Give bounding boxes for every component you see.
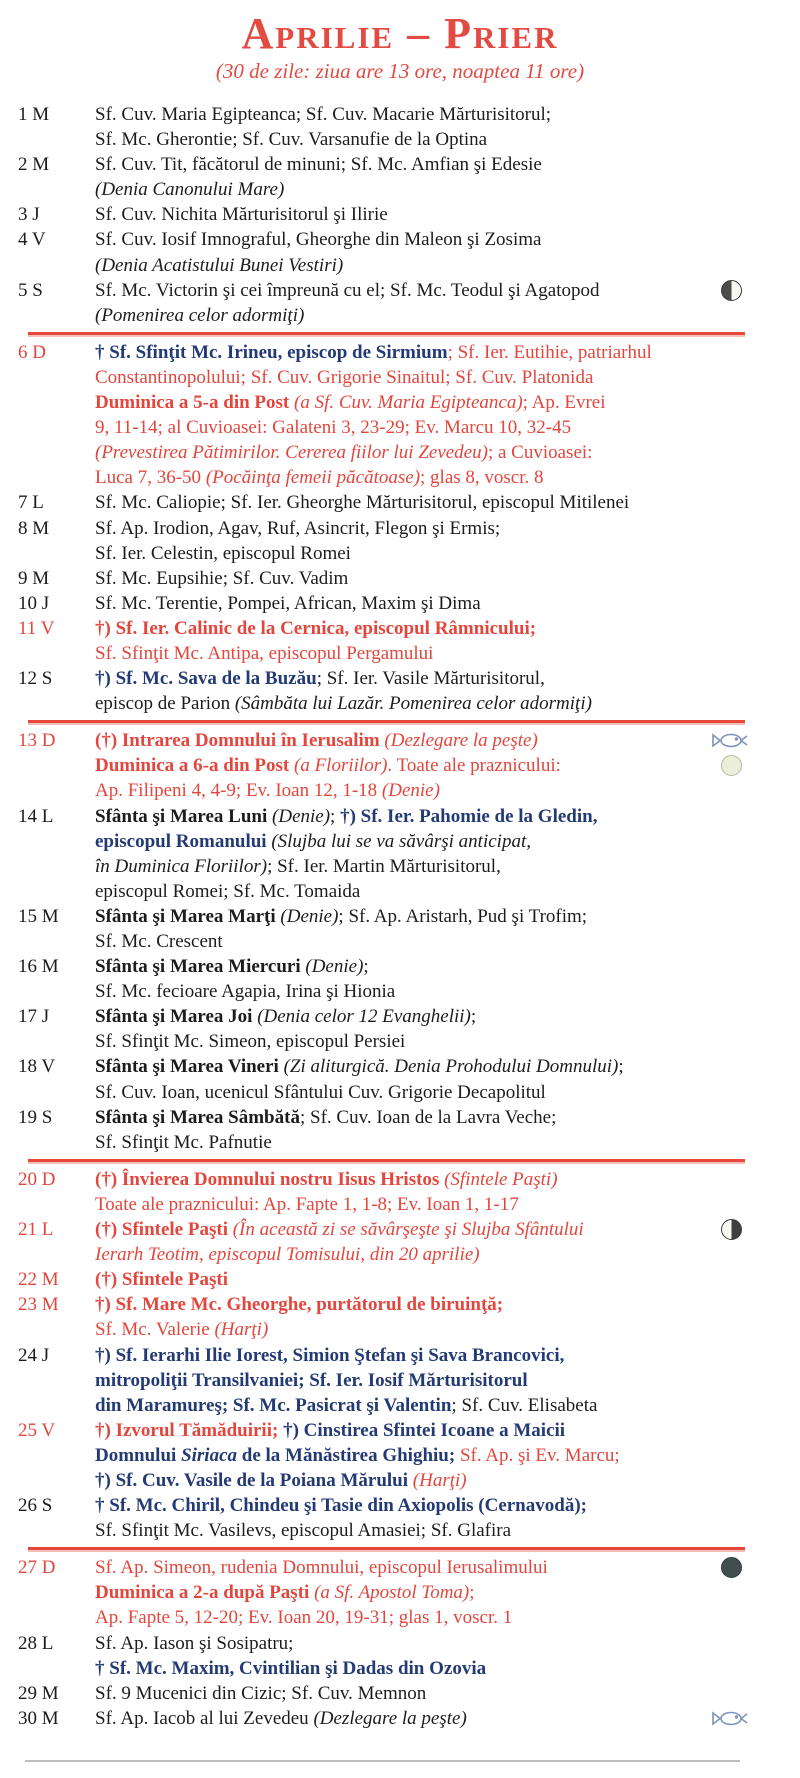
day-label: 10 J xyxy=(18,592,50,614)
day-row xyxy=(0,1105,800,1155)
day-entry-line xyxy=(95,340,748,365)
day-row xyxy=(0,616,800,666)
text-segment: Siriaca xyxy=(181,1444,238,1466)
day-entry-line xyxy=(95,753,748,778)
text-segment: †) Sf. Cuv. Vasile de la Poiana Mărului xyxy=(95,1469,413,1491)
text-segment: (Zi aliturgică. Denia Prohodului Domnului) xyxy=(283,1056,619,1078)
text-segment: Toate ale praznicului: Ap. Fapte 1, 1-8; Ev. Ioan 1, 1-17 xyxy=(95,1193,519,1215)
text-segment: (Denie) xyxy=(305,956,364,978)
text-segment: Ap. Filipeni 4, 4-9; Ev. Ioan 12, 1-18 xyxy=(95,780,382,802)
day-label: 6 D xyxy=(18,341,46,363)
week-separator-line xyxy=(28,1547,745,1550)
day-label: 24 J xyxy=(18,1344,50,1366)
day-label: 17 J xyxy=(18,1006,50,1028)
day-entry-line xyxy=(95,1368,748,1393)
text-segment: Sf. Ap. Iason şi Sosipatru; xyxy=(95,1632,294,1654)
day-entry-line xyxy=(95,778,748,803)
text-segment: Sf. Sfinţit Mc. Antipa, episcopul Pergamului xyxy=(95,642,434,664)
text-segment: Sf. Sfinţit Mc. Simeon, episcopul Persiei xyxy=(95,1031,406,1053)
day-row xyxy=(0,278,800,328)
text-segment: Sf. Ap. Simeon, rudenia Domnului, episcopul Ierusalimului xyxy=(95,1557,548,1579)
text-segment: (a Floriilor) xyxy=(294,755,388,777)
page-title: Aprilie – Prier xyxy=(241,9,559,58)
day-row xyxy=(0,102,800,152)
text-segment: Sf. Mc. Crescent xyxy=(95,931,223,952)
day-entry-line xyxy=(95,691,748,716)
full-moon-icon xyxy=(721,755,742,776)
text-segment: Sf. Cuv. Tit, făcătorul de minuni; Sf. Mc. Amfian şi Edesie xyxy=(95,154,542,176)
text-segment: Sf. Sfinţit Mc. Pafnutie xyxy=(95,1131,272,1153)
day-entries xyxy=(95,202,748,227)
text-segment: ; Sf. Cuv. Ioan de la Lavra Veche; xyxy=(299,1106,557,1128)
day-entry-line xyxy=(95,303,748,328)
day-label: 2 M xyxy=(18,154,50,176)
day-entries xyxy=(95,666,748,716)
day-label: 30 M xyxy=(18,1707,59,1729)
day-entry-line xyxy=(95,616,748,641)
text-segment: ; Sf. Ier. Vasile Mărturisitorul, xyxy=(316,668,545,690)
text-segment: ; Sf. Ier. Martin Mărturisitorul, xyxy=(267,855,501,877)
text-segment: Sf. Ier. Celestin, episcopul Romei xyxy=(95,542,351,564)
text-segment: ; xyxy=(363,956,369,978)
text-segment: Sf. Mc. fecioare Agapia, Irina şi Hionia xyxy=(95,981,396,1003)
text-segment: (Dezlegare la peşte) xyxy=(384,730,538,752)
text-segment: ; xyxy=(618,1056,624,1078)
day-row xyxy=(0,340,800,491)
day-entry-line xyxy=(95,1418,748,1443)
day-entry-line xyxy=(95,1343,748,1368)
new-moon-icon xyxy=(721,1557,742,1578)
day-entries xyxy=(95,278,748,328)
day-entry-line xyxy=(95,1267,748,1292)
text-segment: ; xyxy=(469,1582,475,1604)
day-entry-line xyxy=(95,1105,748,1130)
day-row xyxy=(0,1681,800,1706)
day-entry-line xyxy=(95,1443,748,1468)
day-entry-line xyxy=(95,1555,748,1580)
page-subtitle: (30 de zile: ziua are 13 ore, noaptea 11 ore) xyxy=(215,59,585,83)
text-segment: Sfânta şi Marea Sâmbătă xyxy=(95,1106,300,1128)
day-row xyxy=(0,490,800,515)
day-entry-line xyxy=(95,666,748,691)
day-entry-line xyxy=(95,1192,748,1217)
text-segment: (Slujba lui se va săvârşi anticipat, xyxy=(271,830,531,852)
text-segment: Sfânta şi Marea Miercuri xyxy=(95,956,306,978)
day-entries xyxy=(95,1418,748,1493)
text-segment: (†) Sfintele Paşti xyxy=(95,1269,228,1291)
text-segment: ; Sf. Ap. Aristarh, Pud şi Trofim; xyxy=(338,905,588,927)
day-entries xyxy=(95,1493,748,1543)
day-entry-line xyxy=(95,641,748,666)
day-label: 28 L xyxy=(18,1632,54,1654)
text-segment: Ierarh Teotim, episcopul Tomisului, din 20 aprilie) xyxy=(95,1244,480,1266)
text-segment: (Harţi) xyxy=(412,1469,467,1491)
fish-icon xyxy=(712,732,748,749)
day-entries xyxy=(95,1105,748,1155)
day-entries xyxy=(95,490,748,515)
text-segment: Sfânta şi Marea Luni xyxy=(95,805,273,827)
day-entries xyxy=(95,1555,748,1630)
day-entry-line xyxy=(95,904,748,929)
day-row xyxy=(0,1054,800,1104)
day-entry-line xyxy=(95,227,748,252)
text-segment: (†) Sfintele Paşti xyxy=(95,1219,233,1241)
day-label: 25 V xyxy=(18,1419,56,1441)
text-segment: (În această zi se săvârşeşte şi Slujba Sfântului xyxy=(232,1219,584,1241)
day-entries xyxy=(95,516,748,566)
text-segment: (Pomenirea celor adormiţi) xyxy=(95,304,305,326)
day-entry-line xyxy=(95,1493,748,1518)
day-label: 8 M xyxy=(18,517,50,539)
text-segment: ; glas 8, voscr. 8 xyxy=(420,467,544,489)
text-segment: Sfânta şi Marea Marţi xyxy=(95,905,281,927)
text-segment: episcopul Romei; Sf. Mc. Tomaida xyxy=(95,880,361,902)
day-label: 27 D xyxy=(18,1557,56,1579)
day-entry-line xyxy=(95,854,748,879)
day-row xyxy=(0,954,800,1004)
day-label: 9 M xyxy=(18,567,50,589)
day-label: 3 J xyxy=(18,204,40,226)
text-segment: Ap. Fapte 5, 12-20; Ev. Ioan 20, 19-31; glas 1, voscr. 1 xyxy=(95,1607,513,1629)
text-segment: (Denia Canonului Mare) xyxy=(95,179,285,201)
day-entry-line xyxy=(95,516,748,541)
day-entry-line xyxy=(95,591,748,616)
day-entries xyxy=(95,102,748,152)
day-entry-line xyxy=(95,1393,748,1418)
text-segment: † Sf. Mc. Maxim, Cvintilian şi Dadas din Ozovia xyxy=(95,1657,487,1679)
text-segment: Sf. Cuv. Maria Egipteanca; Sf. Cuv. Macarie Mărturisitorul; xyxy=(95,104,552,125)
day-label: 21 L xyxy=(18,1219,54,1241)
day-row xyxy=(0,516,800,566)
text-segment: Luca 7, 36-50 xyxy=(95,467,206,489)
day-entries xyxy=(95,954,748,1004)
text-segment: (Dezlegare la peşte) xyxy=(313,1707,467,1729)
day-entry-line xyxy=(95,804,748,829)
text-segment: ; Sf. Cuv. Elisabeta xyxy=(451,1394,598,1416)
text-segment: †) Sf. Mare Mc. Gheorghe, purtătorul de biruinţă; xyxy=(95,1294,504,1316)
day-label: 14 L xyxy=(18,805,54,827)
day-label: 19 S xyxy=(18,1106,53,1128)
day-entry-line xyxy=(95,1605,748,1630)
text-segment: Sf. 9 Mucenici din Cizic; Sf. Cuv. Memnon xyxy=(95,1682,427,1704)
text-segment: (Denie) xyxy=(272,805,331,827)
day-entry-line xyxy=(95,728,748,753)
day-entry-line xyxy=(95,127,748,152)
day-entries xyxy=(95,804,748,904)
text-segment: ; xyxy=(330,805,341,827)
day-row xyxy=(0,591,800,616)
day-entries xyxy=(95,340,748,491)
text-segment: mitropoliţii Transilvaniei; Sf. Ier. Iosif Mărturisitorul xyxy=(95,1369,528,1391)
text-segment: episcop de Parion xyxy=(95,693,235,715)
day-label: 1 M xyxy=(18,104,50,125)
text-segment: (†) Intrarea Domnului în Ierusalim xyxy=(95,730,385,752)
day-entry-line xyxy=(95,1656,748,1681)
text-segment: . Toate ale praznicului: xyxy=(387,755,561,777)
calendar-days xyxy=(0,102,800,1731)
day-entries xyxy=(95,1681,748,1706)
day-row xyxy=(0,728,800,803)
week-separator-line xyxy=(28,720,745,723)
day-label: 11 V xyxy=(18,617,55,639)
day-label: 18 V xyxy=(18,1056,56,1078)
text-segment: (†) Învierea Domnului nostru Iisus Hristos xyxy=(95,1168,445,1190)
day-label: 5 S xyxy=(18,279,43,301)
day-row xyxy=(0,1004,800,1054)
day-entry-line xyxy=(95,490,748,515)
day-entry-line xyxy=(95,1518,748,1543)
text-segment: în Duminica Floriilor) xyxy=(95,855,268,877)
text-segment: 9, 11-14; al Cuvioasei: Galateni 3, 23-29; Ev. Marcu 10, 32-45 xyxy=(95,417,572,439)
text-segment: episcopul Romanului xyxy=(95,830,272,852)
day-row xyxy=(0,152,800,202)
week-separator-line xyxy=(28,332,745,335)
day-entries xyxy=(95,591,748,616)
text-segment: † Sf. Sfinţit Mc. Irineu, episcop de Sirmium xyxy=(95,341,448,363)
day-entry-line xyxy=(95,278,748,303)
text-segment: Sf. Mc. Valerie xyxy=(95,1319,215,1341)
fish-icon xyxy=(712,1710,748,1727)
day-entry-line xyxy=(95,440,748,465)
day-entries xyxy=(95,152,748,202)
day-entries xyxy=(95,566,748,591)
text-segment: †) Sf. Mc. Sava de la Buzău xyxy=(95,668,317,690)
text-segment: Sf. Ap. Iacob al lui Zevedeu xyxy=(95,1707,314,1729)
day-entries xyxy=(95,1054,748,1104)
text-segment: Sf. Mc. Victorin şi cei împreună cu el; Sf. Mc. Teodul şi Agatopod xyxy=(95,279,600,301)
day-entries xyxy=(95,1004,748,1054)
day-row xyxy=(0,202,800,227)
day-entry-line xyxy=(95,1217,748,1242)
day-row xyxy=(0,1493,800,1543)
day-entry-line xyxy=(95,202,748,227)
day-entry-line xyxy=(95,152,748,177)
day-entry-line xyxy=(95,541,748,566)
day-entries xyxy=(95,1267,748,1292)
day-row xyxy=(0,1706,800,1731)
text-segment: Sf. Mc. Gherontie; Sf. Cuv. Varsanufie de la Optina xyxy=(95,129,488,151)
text-segment: de la Mănăstirea Ghighiu; xyxy=(237,1444,460,1466)
text-segment: †) Sf. Ier. Pahomie de la Gledin, xyxy=(340,805,598,827)
day-entries xyxy=(95,227,748,277)
day-entry-line xyxy=(95,929,748,954)
day-entry-line xyxy=(95,1004,748,1029)
text-segment: Sf. Cuv. Ioan, ucenicul Sfântului Cuv. Grigorie Decapolitul xyxy=(95,1081,546,1103)
day-label: 22 M xyxy=(18,1269,59,1291)
text-segment: (Denie) xyxy=(280,905,339,927)
day-entries xyxy=(95,1167,748,1217)
text-segment: (Denie) xyxy=(381,780,440,802)
text-segment: †) Cinstirea Sfintei Icoane a Maicii xyxy=(283,1419,566,1441)
text-segment: Sf. Ap. Irodion, Agav, Ruf, Asincrit, Flegon şi Ermis; xyxy=(95,517,501,539)
day-label: 12 S xyxy=(18,668,53,690)
text-segment: ; a Cuvioasei: xyxy=(487,442,593,464)
text-segment: (Denia Acatistului Bunei Vestiri) xyxy=(95,254,344,276)
day-entry-line xyxy=(95,1292,748,1317)
text-segment: Domnului xyxy=(95,1444,182,1466)
day-row xyxy=(0,566,800,591)
day-entry-line xyxy=(95,390,748,415)
day-entry-line xyxy=(95,954,748,979)
day-row xyxy=(0,666,800,716)
text-segment: †) Sf. Ierarhi Ilie Iorest, Simion Ştefan şi Sava Brancovici, xyxy=(95,1344,565,1366)
text-segment: (Sâmbăta lui Lazăr. Pomenirea celor adormiţi) xyxy=(234,693,592,715)
day-entry-line xyxy=(95,1580,748,1605)
day-entry-line xyxy=(95,1054,748,1079)
day-entry-line xyxy=(95,566,748,591)
text-segment: Constantinopolului; Sf. Cuv. Grigorie Sinaitul; Sf. Cuv. Platonida xyxy=(95,366,594,388)
day-row xyxy=(0,1267,800,1292)
day-entry-line xyxy=(95,365,748,390)
page-bottom-edge xyxy=(25,1760,740,1762)
day-row xyxy=(0,1292,800,1342)
text-segment: Sf. Mc. Caliopie; Sf. Ier. Gheorghe Mărturisitorul, episcopul Mitilenei xyxy=(95,492,630,514)
day-entry-line xyxy=(95,465,748,490)
day-row xyxy=(0,227,800,277)
day-entry-line xyxy=(95,177,748,202)
text-segment: (Pocăinţa femeii păcătoase) xyxy=(205,467,421,489)
day-entries xyxy=(95,1631,748,1681)
day-entry-line xyxy=(95,979,748,1004)
day-entry-line xyxy=(95,1317,748,1342)
day-entry-line xyxy=(95,1029,748,1054)
text-segment: (Prevestirea Pătimirilor. Cererea fiilor lui Zevedeu) xyxy=(95,442,488,464)
text-segment: Duminica a 2-a după Paşti xyxy=(95,1582,315,1604)
text-segment: Duminica a 6-a din Post xyxy=(95,755,294,777)
text-segment: † Sf. Mc. Chiril, Chindeu şi Tasie din Axiopolis (Cernavodă); xyxy=(95,1495,587,1517)
day-label: 13 D xyxy=(18,730,56,752)
day-entries xyxy=(95,616,748,666)
day-label: 23 M xyxy=(18,1294,59,1316)
text-segment: Sf. Mc. Eupsihie; Sf. Cuv. Vadim xyxy=(95,567,349,589)
day-label: 4 V xyxy=(18,229,46,251)
day-row xyxy=(0,904,800,954)
day-entry-line xyxy=(95,1681,748,1706)
first-quarter-moon-icon xyxy=(721,280,742,301)
day-label: 15 M xyxy=(18,905,59,927)
day-row xyxy=(0,1555,800,1630)
text-segment: (Harţi) xyxy=(214,1319,269,1341)
day-row xyxy=(0,1418,800,1493)
day-entry-line xyxy=(95,415,748,440)
text-segment: Duminica a 5-a din Post xyxy=(95,392,294,414)
day-entry-line xyxy=(95,879,748,904)
text-segment: Sf. Cuv. Iosif Imnograful, Gheorghe din Maleon şi Zosima xyxy=(95,229,542,251)
day-label: 16 M xyxy=(18,956,59,978)
day-entry-line xyxy=(95,1130,748,1155)
day-entry-line xyxy=(95,1631,748,1656)
day-entry-line xyxy=(95,829,748,854)
day-entry-line xyxy=(95,102,748,127)
day-entries xyxy=(95,728,748,803)
day-label: 26 S xyxy=(18,1495,53,1517)
text-segment: (a Sf. Cuv. Maria Egipteanca) xyxy=(294,392,523,414)
text-segment: din Maramureş; Sf. Mc. Pasicrat şi Valentin xyxy=(95,1394,452,1416)
day-entries xyxy=(95,1343,748,1418)
day-label: 29 M xyxy=(18,1682,59,1704)
day-entries xyxy=(95,1706,748,1731)
text-segment: ; Sf. Ier. Eutihie, patriarhul xyxy=(447,341,652,363)
day-label: 7 L xyxy=(18,492,44,514)
day-row xyxy=(0,1217,800,1267)
day-row xyxy=(0,1343,800,1418)
day-entry-line xyxy=(95,253,748,278)
text-segment: Sfânta şi Marea Joi xyxy=(95,1006,258,1028)
day-entries xyxy=(95,1217,748,1267)
day-label: 20 D xyxy=(18,1168,56,1190)
text-segment: Sf. Mc. Terentie, Pompei, African, Maxim şi Dima xyxy=(95,592,481,614)
text-segment: †) Izvorul Tămăduirii; xyxy=(95,1419,284,1441)
week-separator-line xyxy=(28,1159,745,1162)
day-entry-line xyxy=(95,1468,748,1493)
day-entries xyxy=(95,904,748,954)
day-row xyxy=(0,1631,800,1681)
text-segment: (a Sf. Apostol Toma) xyxy=(314,1582,470,1604)
text-segment: ; Ap. Evrei xyxy=(522,392,606,414)
text-segment: Sf. Sfinţit Mc. Vasilevs, episcopul Amasiei; Sf. Glafira xyxy=(95,1520,512,1542)
day-entry-line xyxy=(95,1242,748,1267)
day-entry-line xyxy=(95,1080,748,1105)
text-segment: ; xyxy=(470,1006,477,1028)
day-entry-line xyxy=(95,1706,748,1731)
text-segment: †) Sf. Ier. Calinic de la Cernica, episcopul Râmnicului; xyxy=(95,617,537,639)
day-entries xyxy=(95,1292,748,1342)
text-segment: (Sfintele Paşti) xyxy=(444,1168,558,1190)
text-segment: Sfânta şi Marea Vineri xyxy=(95,1056,284,1078)
last-quarter-moon-icon xyxy=(721,1219,742,1240)
text-segment: (Denia celor 12 Evanghelii) xyxy=(257,1006,471,1028)
day-row xyxy=(0,1167,800,1217)
day-row xyxy=(0,804,800,904)
day-entry-line xyxy=(95,1167,748,1192)
text-segment: Sf. Cuv. Nichita Mărturisitorul şi Ilirie xyxy=(95,204,388,226)
text-segment: Sf. Ap. şi Ev. Marcu; xyxy=(459,1444,620,1466)
